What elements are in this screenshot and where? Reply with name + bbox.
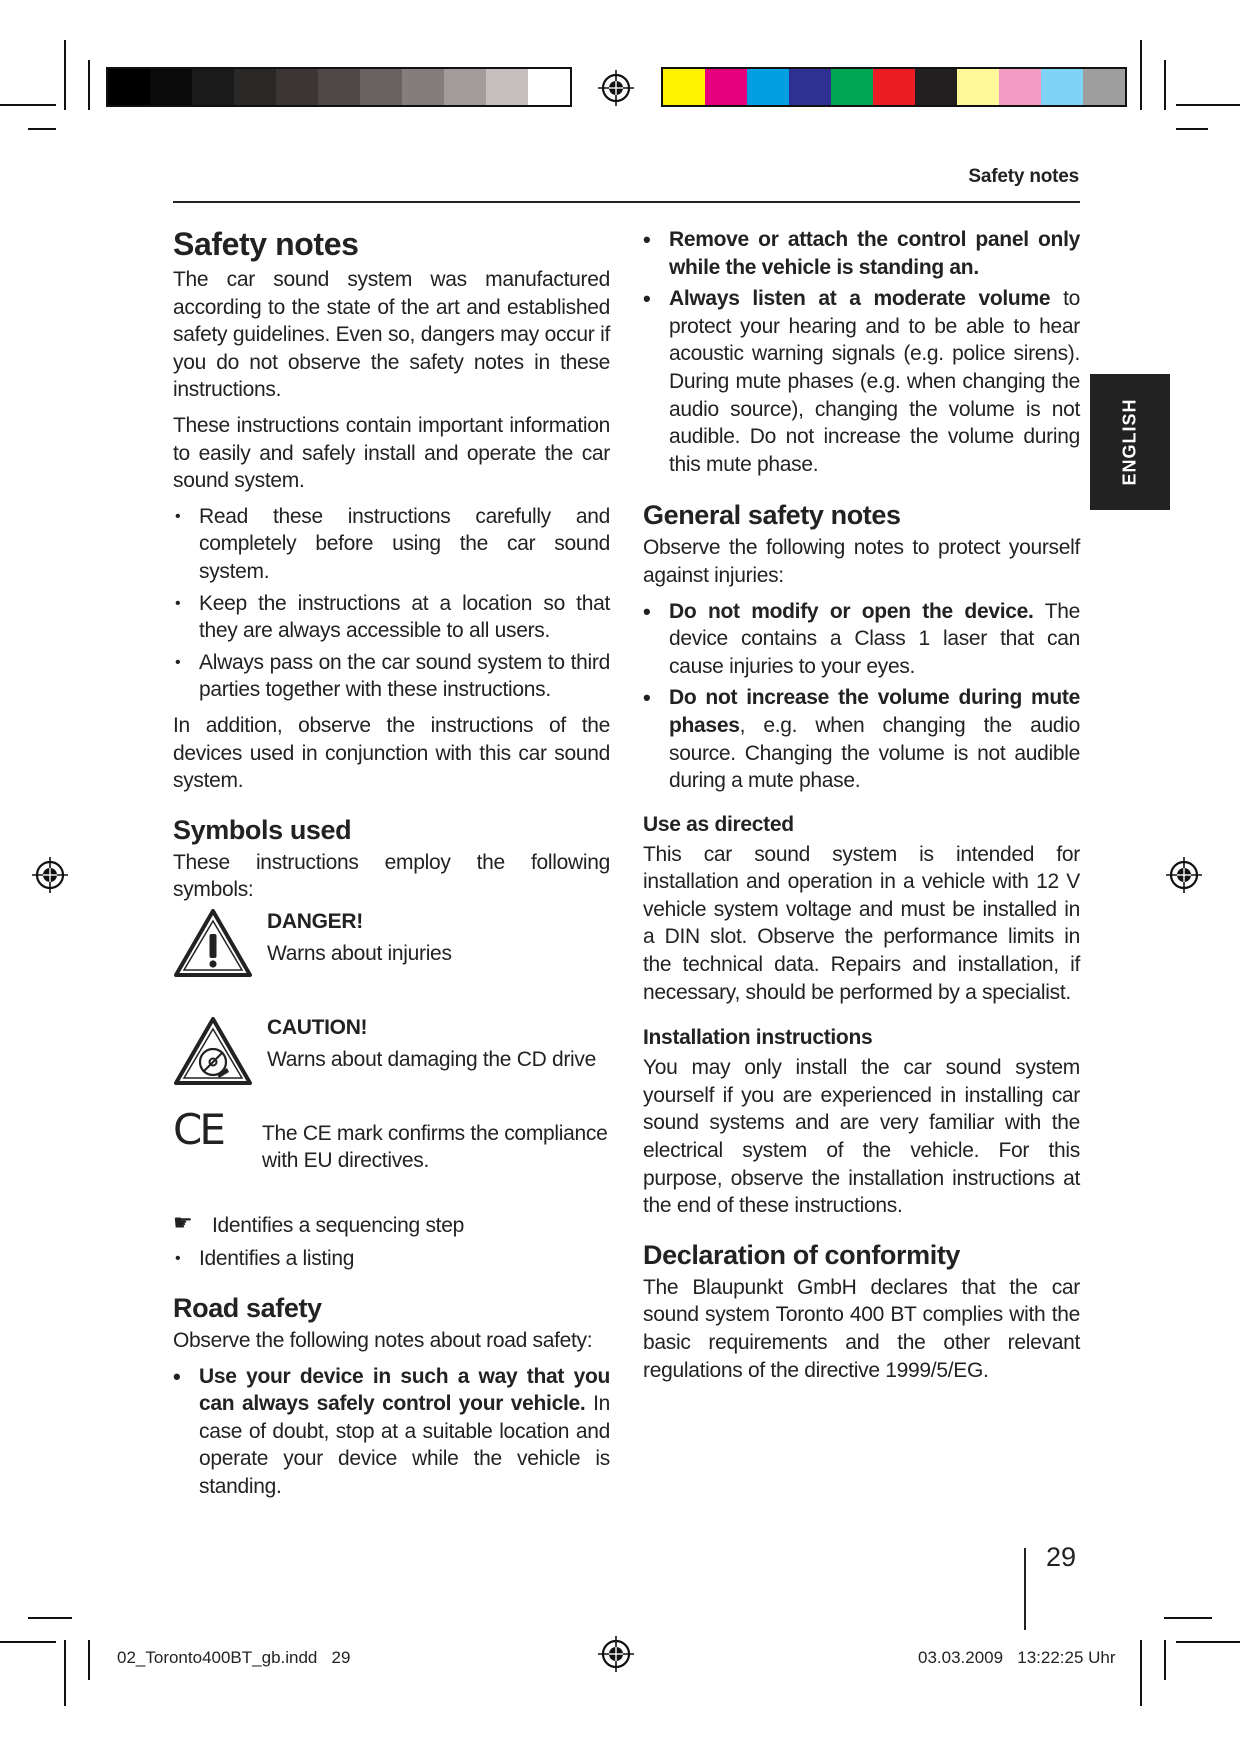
- registration-mark-icon: [598, 70, 634, 106]
- language-tab-label: ENGLISH: [1119, 398, 1140, 486]
- process-swatch: [999, 69, 1041, 105]
- danger-text: Warns about injuries: [267, 942, 452, 966]
- gray-swatch: [528, 69, 570, 105]
- list-item: • Always pass on the car sound system to third parties together with these instructions.: [175, 650, 610, 702]
- gray-swatch: [276, 69, 318, 105]
- gray-swatch: [318, 69, 360, 105]
- process-swatch: [873, 69, 915, 105]
- danger-warning-triangle-icon: [173, 908, 253, 978]
- bullet-icon: •: [175, 653, 181, 671]
- section-heading-symbols: Symbols used: [173, 814, 352, 845]
- process-swatch: [663, 69, 705, 105]
- use-text: This car sound system is intended for installation and operation in a vehicle with 12 V vehicle system voltage and must be installed in a DIN slot. Observe the performance limits in the technical data. Repairs and installation, if necessary, should be performed by a specialist.: [643, 842, 1080, 1004]
- gray-swatch: [234, 69, 276, 105]
- install-text: You may only install the car sound system yourself if you are experienced in installing car sound systems and are very familiar with the electrical system of the vehicle. For this purpose, observe the installation instructions at the end of these instructions.: [643, 1056, 1080, 1218]
- list-item: • Keep the instructions at a location so that they are always accessible to all users.: [175, 591, 610, 643]
- slug-filename: 02_Toronto400BT_gb.indd 29: [117, 1648, 351, 1667]
- bullet-icon: •: [173, 1363, 181, 1389]
- gray-swatch: [108, 69, 150, 105]
- gray-swatch: [150, 69, 192, 105]
- process-swatch: [1041, 69, 1083, 105]
- subsection-heading-use: Use as directed: [643, 812, 794, 836]
- danger-label: DANGER!: [267, 909, 363, 933]
- sequence-step-row: [173, 1212, 610, 1240]
- section-heading-road: Road safety: [173, 1293, 322, 1324]
- gray-swatch: [402, 69, 444, 105]
- process-swatch: [1083, 69, 1125, 105]
- bullet-icon: •: [643, 685, 651, 711]
- ce-mark-icon: CE: [173, 1104, 223, 1154]
- road-list: [173, 1363, 610, 1501]
- symbols-intro: These instructions employ the following symbols:: [173, 850, 610, 902]
- list-item: • Use your device in such a way that you can always safely control your vehicle. In case of doubt, stop at a suitable location and operate your device while the vehicle is standing.: [173, 1363, 610, 1499]
- header-rule: [173, 201, 1080, 203]
- intro-paragraph: These instructions contain important information to easily and safely install and operate the car sound system.: [173, 413, 610, 493]
- road-list-continued: [643, 226, 1080, 478]
- left-column: [173, 222, 610, 1509]
- intro-list: [173, 503, 610, 704]
- list-item: • Read these instructions carefully and completely before using the car sound system.: [175, 504, 610, 583]
- gray-swatch: [444, 69, 486, 105]
- caution-symbol-row: [173, 1014, 610, 1114]
- process-swatch: [789, 69, 831, 105]
- intro-paragraph: In addition, observe the instructions of the devices used in conjunction with this car sound system.: [173, 713, 610, 793]
- declaration-text: The Blaupunkt GmbH declares that the car sound system Toronto 400 BT complies with the basic requirements and the other relevant regulations of the directive 1999/5/EG.: [643, 1275, 1080, 1382]
- bullet-icon: •: [643, 227, 651, 252]
- section-heading-general: General safety notes: [643, 500, 901, 531]
- bullet-icon: •: [643, 598, 651, 624]
- process-swatch: [957, 69, 999, 105]
- listing-row: [173, 1245, 610, 1273]
- registration-mark-icon: [1166, 857, 1202, 893]
- intro-paragraph: The car sound system was manufactured according to the state of the art and established safety guidelines. Even so, dangers may occur if you do not observe the safety notes in these instructions.: [173, 268, 610, 402]
- grayscale-color-bar: [106, 67, 572, 107]
- bullet-icon: •: [643, 286, 651, 312]
- gray-swatch: [486, 69, 528, 105]
- registration-mark-icon: [32, 857, 68, 893]
- page-number-rule: [1024, 1548, 1026, 1630]
- slug-timestamp: 03.03.2009 13:22:25 Uhr: [918, 1648, 1116, 1667]
- page-number: 29: [1046, 1542, 1077, 1572]
- section-heading-declaration: Declaration of conformity: [643, 1239, 961, 1270]
- process-swatch: [747, 69, 789, 105]
- pointing-hand-icon: ☛: [173, 1210, 193, 1236]
- list-item: • Do not increase the volume during mute phases, e.g. when changing the audio source. Changing the volume is not audible during a mute phase.: [643, 685, 1080, 793]
- gray-swatch: [360, 69, 402, 105]
- caution-cd-drive-icon: [173, 1016, 253, 1086]
- process-swatch: [705, 69, 747, 105]
- language-tab: [1090, 374, 1170, 510]
- process-swatch: [915, 69, 957, 105]
- general-list: [643, 598, 1080, 795]
- caution-label: CAUTION!: [267, 1015, 368, 1039]
- bullet-icon: •: [175, 507, 181, 525]
- right-column: [643, 226, 1080, 1392]
- danger-symbol-row: [173, 908, 610, 1008]
- running-header: Safety notes: [968, 166, 1079, 187]
- ce-symbol-row: [173, 1104, 610, 1204]
- sequence-step-text: Identifies a sequencing step: [212, 1213, 464, 1237]
- list-item: • Do not modify or open the device. The device contains a Class 1 laser that can cause injuries to your eyes.: [643, 598, 1080, 678]
- page-title: Safety notes: [173, 226, 359, 262]
- list-item: • Remove or attach the control panel only while the vehicle is standing an.: [643, 227, 1080, 279]
- listing-text: Identifies a listing: [199, 1247, 355, 1271]
- process-color-bar: [661, 67, 1127, 107]
- caution-text: Warns about damaging the CD drive: [267, 1048, 596, 1072]
- process-swatch: [831, 69, 873, 105]
- registration-mark-icon: [598, 1636, 634, 1672]
- ce-text: The CE mark confirms the compliance with EU directives.: [262, 1121, 608, 1173]
- list-item: • Always listen at a moderate volume to protect your hearing and to be able to hear acoustic warning signals (e.g. police sirens). During mute phases (e.g. when changing the audio source), changing the volume is not audible. Do not increase the volume during this mute phase.: [643, 286, 1080, 476]
- road-intro: Observe the following notes about road safety:: [173, 1329, 593, 1353]
- bullet-icon: •: [175, 1250, 181, 1268]
- general-intro: Observe the following notes to protect yourself against injuries:: [643, 536, 1080, 587]
- gray-swatch: [192, 69, 234, 105]
- bullet-icon: •: [175, 594, 181, 612]
- subsection-heading-install: Installation instructions: [643, 1026, 873, 1050]
